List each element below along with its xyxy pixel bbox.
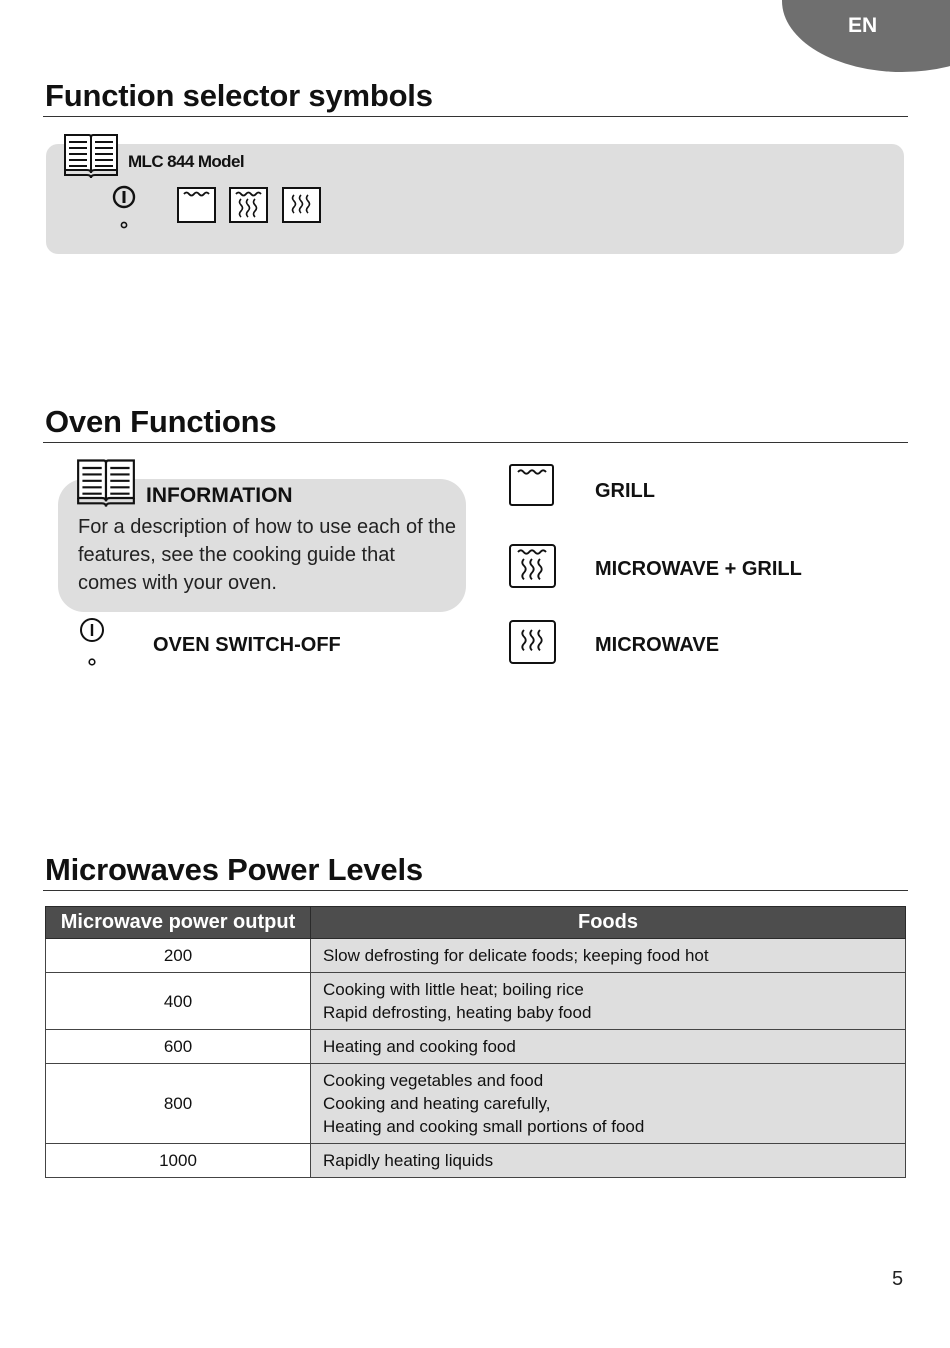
- foods-line: Cooking and heating carefully,: [323, 1094, 551, 1113]
- grill-icon: [176, 186, 218, 224]
- power-value: 200: [46, 939, 311, 973]
- foods-line: Cooking with little heat; boiling rice: [323, 980, 584, 999]
- section-title-selector: Function selector symbols: [45, 78, 433, 113]
- foods-cell: [311, 973, 906, 1030]
- header-foods: Foods: [311, 907, 906, 939]
- manual-book-icon: [76, 458, 136, 508]
- page-number: 5: [892, 1268, 904, 1290]
- header-power-output: Microwave power output: [46, 907, 311, 939]
- power-value: 1000: [46, 1144, 311, 1178]
- microwave-icon: [508, 619, 558, 665]
- table-row: [46, 1144, 906, 1178]
- microwave-label: MICROWAVE: [595, 634, 720, 656]
- microwave-grill-icon: [508, 543, 558, 589]
- power-levels-table: [45, 906, 906, 1178]
- foods-line: Slow defrosting for delicate foods; keeping food hot: [323, 946, 709, 965]
- grill-icon: [508, 463, 556, 507]
- foods-line: Rapidly heating liquids: [323, 1151, 494, 1170]
- manual-book-icon: [63, 133, 119, 179]
- table-row: [46, 1030, 906, 1064]
- foods-line: Rapid defrosting, heating baby food: [323, 1003, 592, 1022]
- microwave-grill-label: MICROWAVE + GRILL: [595, 558, 802, 580]
- grill-label: GRILL: [595, 480, 655, 502]
- power-value: 800: [46, 1064, 311, 1144]
- switch-off-label: OVEN SWITCH-OFF: [153, 634, 341, 656]
- foods-line: Heating and cooking food: [323, 1037, 516, 1056]
- section-divider: [43, 116, 908, 117]
- information-title: INFORMATION: [146, 484, 293, 507]
- foods-line: Heating and cooking small portions of food: [323, 1117, 645, 1136]
- foods-cell: [311, 939, 906, 973]
- section-divider: [43, 442, 908, 443]
- power-value: 600: [46, 1030, 311, 1064]
- information-text: For a description of how to use each of the features, see the cooking guide that comes with your oven.: [78, 516, 456, 594]
- foods-cell: [311, 1144, 906, 1178]
- foods-cell: [311, 1064, 906, 1144]
- table-row: [46, 973, 906, 1030]
- microwave-icon: [281, 186, 323, 224]
- foods-line: Cooking vegetables and food: [323, 1071, 544, 1090]
- switch-off-icon: [77, 616, 107, 670]
- section-divider: [43, 890, 908, 891]
- language-label: EN: [848, 14, 878, 37]
- table-row: [46, 1064, 906, 1144]
- microwave-grill-icon: [228, 186, 270, 224]
- section-title-oven: Oven Functions: [45, 404, 277, 439]
- table-row: [46, 939, 906, 973]
- table-header-row: [46, 907, 906, 939]
- model-label: MLC 844 Model: [128, 152, 244, 171]
- section-title-power: Microwaves Power Levels: [45, 852, 423, 887]
- power-value: 400: [46, 973, 311, 1030]
- switch-off-icon: [110, 184, 140, 232]
- foods-cell: [311, 1030, 906, 1064]
